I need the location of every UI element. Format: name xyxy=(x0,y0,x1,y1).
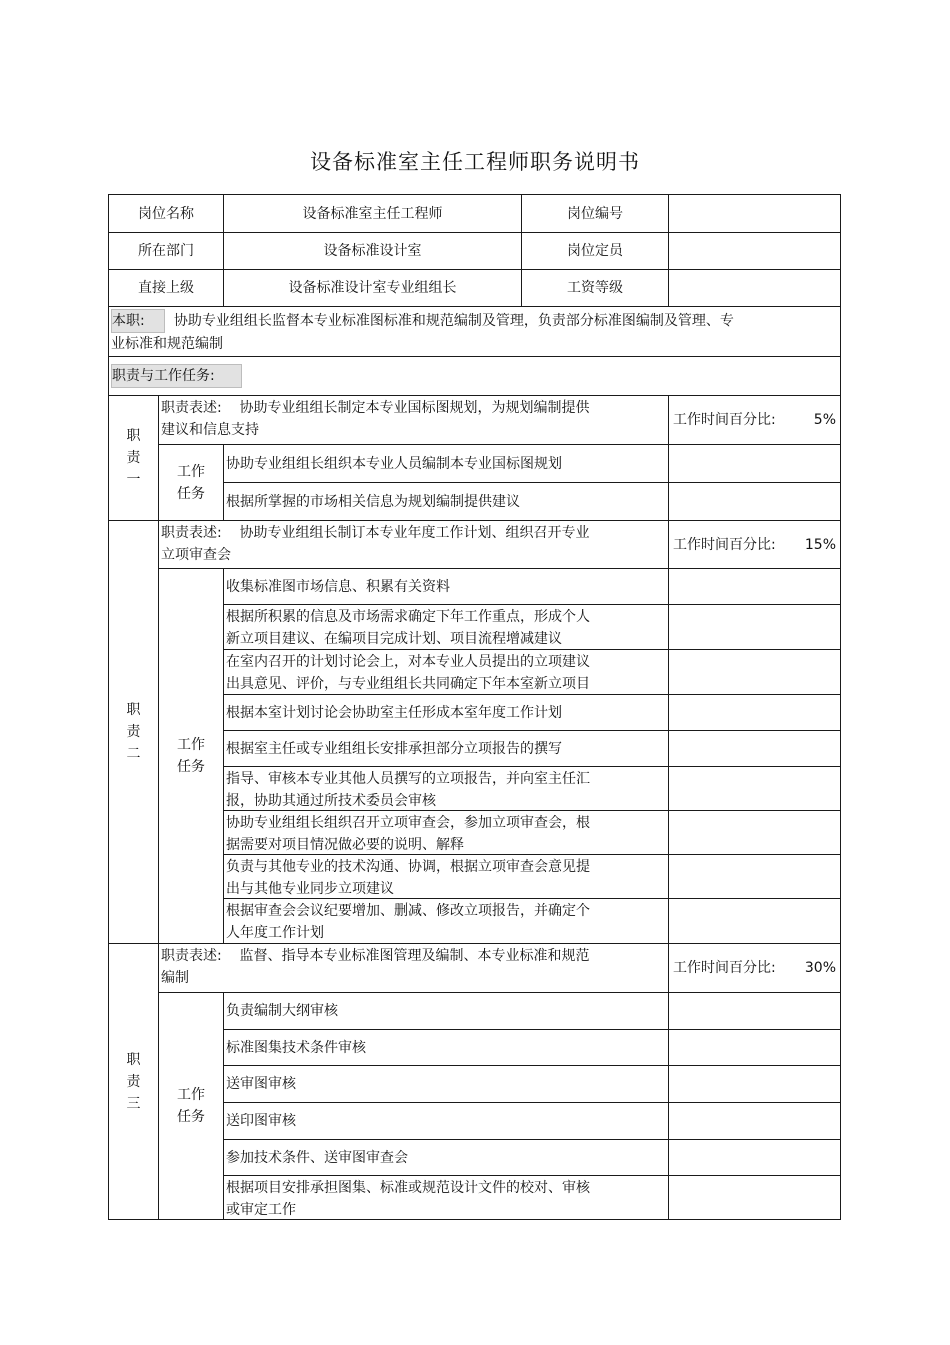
duty-3-task-1 xyxy=(223,992,669,1030)
superior-label: 直接上级 xyxy=(108,269,224,307)
duty-2-task-4 xyxy=(223,694,669,731)
duty-2-name xyxy=(108,520,159,944)
duty-3-name-char: 职 xyxy=(126,1051,141,1068)
task-text: 根据本室计划讨论会协助室主任形成本室年度工作计划 xyxy=(226,704,562,721)
headcount-value xyxy=(668,232,841,270)
duty-3-name xyxy=(108,943,159,1220)
role-line-1: 协助专业组组长监督本专业标准图标准和规范编制及管理，负责部分标准图编制及管理、专 xyxy=(173,313,734,329)
dept-value: 设备标准设计室 xyxy=(223,232,522,270)
duty-desc-line: 协助专业组组长制定本专业国标图规划，为规划编制提供 xyxy=(239,400,590,416)
duty-1-name-char: 责 xyxy=(126,450,141,466)
task-text: 标准图集技术条件审核 xyxy=(226,1039,366,1056)
role-section xyxy=(108,306,841,357)
task-label-line: 工作 xyxy=(177,463,205,480)
time-percent-value: 15% xyxy=(804,536,836,553)
task-label-line: 任务 xyxy=(177,1109,205,1125)
page-title: 设备标准室主任工程师职务说明书 xyxy=(310,150,640,174)
dept-label: 所在部门 xyxy=(108,232,224,270)
duty-2-task-8-extra xyxy=(668,854,841,899)
task-text: 负责与其他专业的技术沟通、协调，根据立项审查会意见提 xyxy=(226,859,590,875)
duty-3-task-4 xyxy=(223,1102,669,1140)
task-text: 新立项目建议、在编项目完成计划、项目流程增减建议 xyxy=(226,631,562,647)
duty-2-task-8 xyxy=(223,854,669,899)
position-name-label: 岗位名称 xyxy=(108,194,224,233)
duty-3-task-5-extra xyxy=(668,1139,841,1176)
time-percent-label: 工作时间百分比: xyxy=(673,536,776,553)
duty-2-task-9-extra xyxy=(668,898,841,944)
duty-desc-label: 职责表述: xyxy=(161,948,222,964)
time-percent-label: 工作时间百分比: xyxy=(673,412,776,428)
job-description-table xyxy=(108,194,841,1220)
duty-2-task-3-extra xyxy=(668,649,841,695)
task-label-line: 工作 xyxy=(177,1087,205,1103)
duty-3-name-char: 责 xyxy=(126,1073,141,1090)
task-text: 据需要对项目情况做必要的说明、解释 xyxy=(226,837,464,853)
duty-2-task-5 xyxy=(223,730,669,767)
duty-desc-label: 职责表述: xyxy=(161,525,222,541)
task-text: 协助专业组组长组织召开立项审查会，参加立项审查会，根 xyxy=(226,815,590,831)
duty-desc-line: 建议和信息支持 xyxy=(161,422,259,438)
duty-desc-line: 协助专业组组长制订本专业年度工作计划、组织召开专业 xyxy=(239,525,590,541)
duty-2-task-9 xyxy=(223,898,669,944)
duty-2-name-char: 二 xyxy=(126,746,141,762)
duty-desc-line: 立项审查会 xyxy=(161,547,231,563)
task-text: 根据所掌握的市场相关信息为规划编制提供建议 xyxy=(226,493,520,510)
duty-3-name-char: 三 xyxy=(126,1095,141,1112)
task-text: 根据审查会会议纪要增加、删减、修改立项报告，并确定个 xyxy=(226,903,590,919)
duty-3-description xyxy=(158,943,669,993)
duty-1-time-percent xyxy=(668,395,841,445)
duties-heading-row xyxy=(108,356,841,396)
duty-desc-label: 职责表述: xyxy=(161,400,222,416)
duty-3-task-4-extra xyxy=(668,1102,841,1140)
role-label: 本职: xyxy=(111,309,165,333)
duty-2-task-6-extra xyxy=(668,766,841,811)
task-text: 出与其他专业同步立项建议 xyxy=(226,881,394,897)
duty-3-task-3 xyxy=(223,1065,669,1103)
position-no-label: 岗位编号 xyxy=(521,194,669,233)
duty-2-task-1-extra xyxy=(668,568,841,605)
duty-3-task-1-extra xyxy=(668,992,841,1030)
duty-3-task-2 xyxy=(223,1029,669,1066)
task-text: 根据室主任或专业组组长安排承担部分立项报告的撰写 xyxy=(226,740,562,757)
task-text: 出具意见、评价，与专业组组长共同确定下年本室新立项目 xyxy=(226,676,590,692)
duty-1-name-char: 一 xyxy=(126,472,141,488)
duty-2-task-7 xyxy=(223,810,669,855)
duty-3-time-percent xyxy=(668,943,841,993)
duty-2-task-2-extra xyxy=(668,604,841,650)
duty-3-task-3-extra xyxy=(668,1065,841,1103)
task-label-line: 任务 xyxy=(177,759,205,775)
duty-3-task-label xyxy=(158,992,224,1220)
task-text: 报，协助其通过所技术委员会审核 xyxy=(226,793,436,809)
duty-3-task-6-extra xyxy=(668,1175,841,1220)
time-percent-value: 5% xyxy=(813,412,836,428)
duty-1-task-1 xyxy=(223,444,669,483)
position-name-value: 设备标准室主任工程师 xyxy=(223,194,522,233)
task-label-line: 任务 xyxy=(177,485,205,502)
duty-3-task-5 xyxy=(223,1139,669,1176)
duty-2-task-1 xyxy=(223,568,669,605)
position-no-value xyxy=(668,194,841,233)
duty-2-name-char: 职 xyxy=(126,702,141,718)
duty-2-description xyxy=(158,520,669,569)
grade-value xyxy=(668,269,841,307)
task-text: 负责编制大纲审核 xyxy=(226,1003,338,1019)
duty-2-task-2 xyxy=(223,604,669,650)
superior-value: 设备标准设计室专业组组长 xyxy=(223,269,522,307)
task-text: 人年度工作计划 xyxy=(226,925,324,941)
duty-desc-line: 监督、指导本专业标准图管理及编制、本专业标准和规范 xyxy=(239,948,590,964)
time-percent-label: 工作时间百分比: xyxy=(673,960,776,976)
duty-1-task-2 xyxy=(223,482,669,521)
duty-1-task-1-extra xyxy=(668,444,841,483)
time-percent-value: 30% xyxy=(804,960,836,976)
headcount-label: 岗位定员 xyxy=(521,232,669,270)
task-text: 或审定工作 xyxy=(226,1202,296,1218)
duty-3-task-6 xyxy=(223,1175,669,1220)
role-line-2: 业标准和规范编制 xyxy=(111,336,223,352)
task-label-line: 工作 xyxy=(177,737,205,753)
duty-2-task-4-extra xyxy=(668,694,841,731)
task-text: 根据所积累的信息及市场需求确定下年工作重点，形成个人 xyxy=(226,609,590,625)
duty-2-task-7-extra xyxy=(668,810,841,855)
task-text: 在室内召开的计划讨论会上，对本专业人员提出的立项建议 xyxy=(226,654,590,670)
task-text: 收集标准图市场信息、积累有关资料 xyxy=(226,578,450,595)
grade-label: 工资等级 xyxy=(521,269,669,307)
duty-2-task-6 xyxy=(223,766,669,811)
task-text: 协助专业组组长组织本专业人员编制本专业国标图规划 xyxy=(226,455,562,472)
duty-2-time-percent xyxy=(668,520,841,569)
duty-2-task-label xyxy=(158,568,224,944)
duty-2-name-char: 责 xyxy=(126,724,141,740)
duties-heading: 职责与工作任务: xyxy=(111,364,242,388)
duty-3-task-2-extra xyxy=(668,1029,841,1066)
task-text: 送印图审核 xyxy=(226,1113,296,1129)
task-text: 指导、审核本专业其他人员撰写的立项报告，并向室主任汇 xyxy=(226,771,590,787)
duty-2-task-5-extra xyxy=(668,730,841,767)
duty-desc-line: 编制 xyxy=(161,970,189,986)
duty-2-task-3 xyxy=(223,649,669,695)
duty-1-description xyxy=(158,395,669,445)
task-text: 根据项目安排承担图集、标准或规范设计文件的校对、审核 xyxy=(226,1180,590,1196)
task-text: 送审图审核 xyxy=(226,1076,296,1092)
task-text: 参加技术条件、送审图审查会 xyxy=(226,1149,408,1166)
duty-1-task-label xyxy=(158,444,224,521)
duty-1-task-2-extra xyxy=(668,482,841,521)
duty-1-name-char: 职 xyxy=(126,428,141,444)
duty-1-name xyxy=(108,395,159,521)
